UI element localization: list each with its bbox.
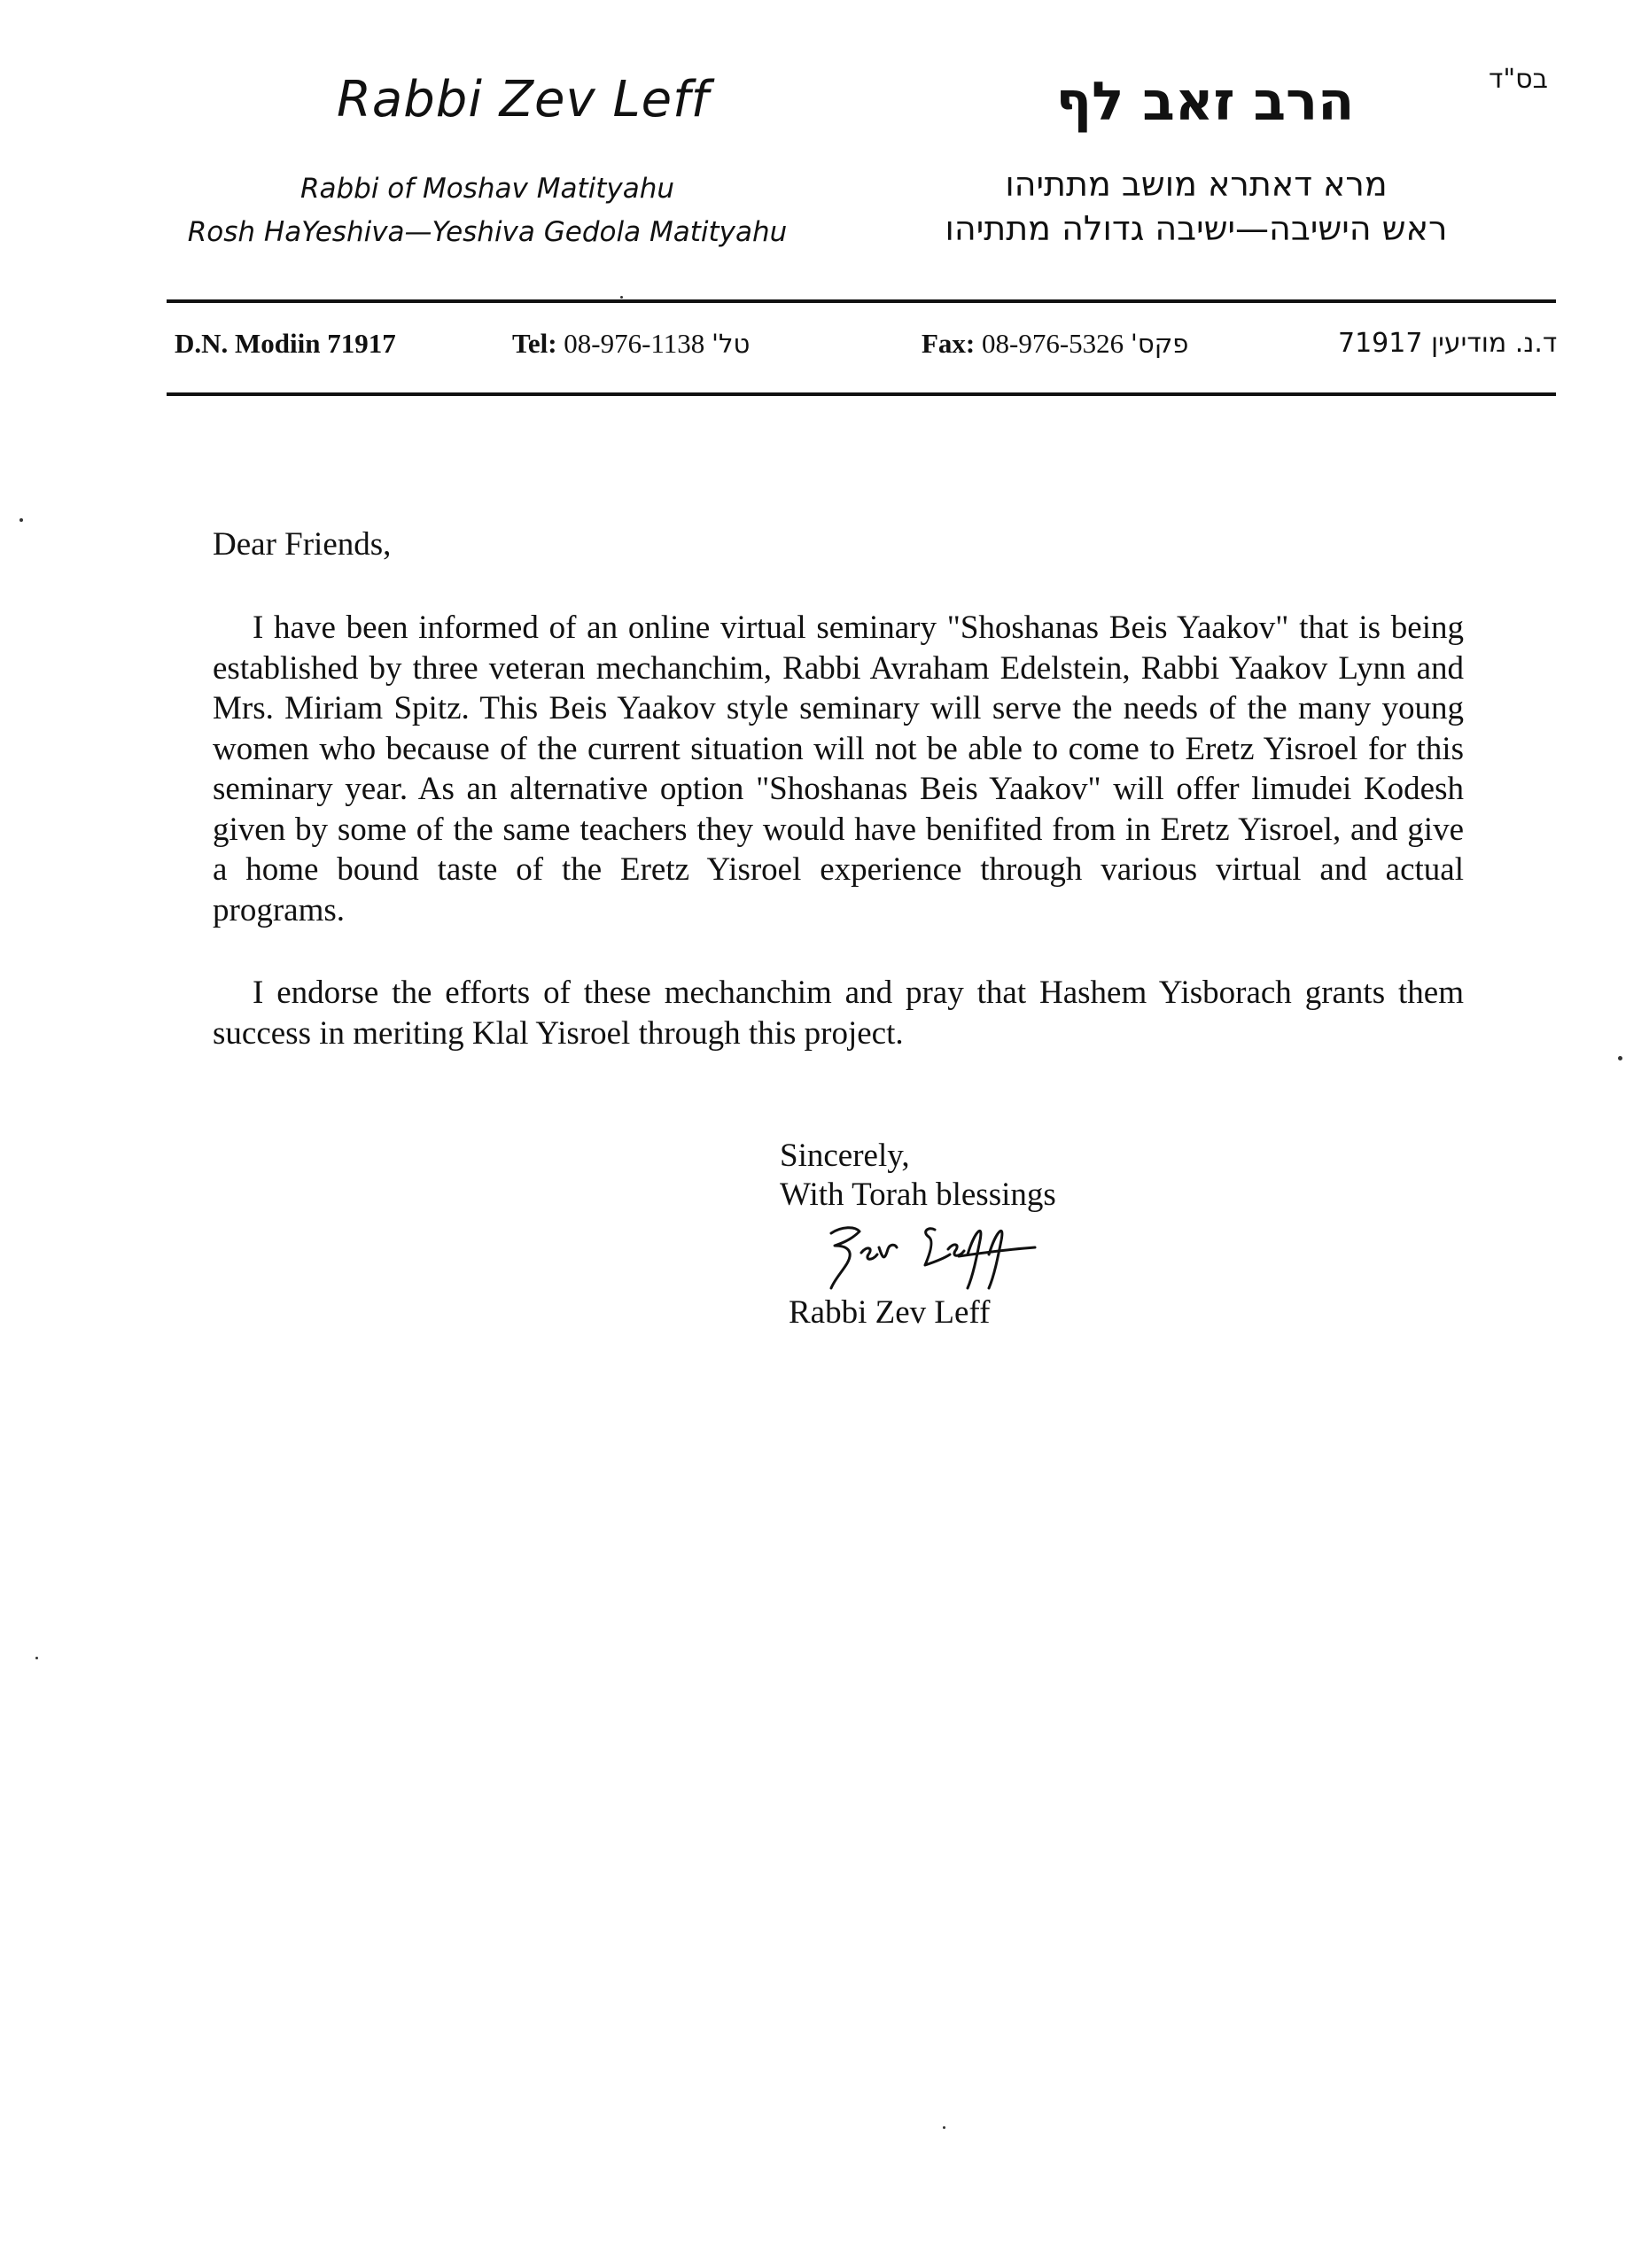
- fax-label: Fax:: [922, 328, 976, 359]
- letter-paragraph-1: I have been informed of an online virtual seminary "Shoshanas Beis Yaakov" that is being established by three veteran mechanchim, Rabbi Avraham Edelstein, Rabbi Yaakov Lynn and Mrs. Miriam Spitz. This Beis Yaakov style seminary will serve the needs of the many young women who because of the current situation will not be able to come to Eretz Yisroel for this seminary year. As an alternative option "Shoshanas Beis Yaakov" will offer limudei Kodesh given by some of the same teachers they would have benifited from in Eretz Yisroel, and give a home bound taste of the Eretz Yisroel experience through various virtual and actual programs.: [213, 610, 1464, 928]
- fax-hebrew-label: פקס': [1130, 329, 1189, 359]
- letterhead-hebrew-corner-mark: בס"ד: [1489, 64, 1548, 95]
- letterhead-top-rule: [167, 299, 1556, 303]
- letterhead-english-name: Rabbi Zev Leff: [337, 71, 710, 128]
- letter-closing-blessing: With Torah blessings: [780, 1177, 1056, 1213]
- contact-hebrew-address: ד.נ. מודיעין 71917: [1338, 328, 1558, 359]
- tel-number: 08-976-1138: [564, 328, 705, 359]
- signer-name: Rabbi Zev Leff: [789, 1294, 991, 1331]
- letterhead-hebrew-name: הרב זאב לף: [1055, 71, 1355, 133]
- fax-number: 08-976-5326: [982, 328, 1124, 359]
- letter-greeting: Dear Friends,: [213, 526, 392, 563]
- letterhead-hebrew-position: ראש הישיבה—ישיבה גדולה מתתיהו: [945, 209, 1448, 248]
- letterhead-hebrew-title: מרא דאתרא מושב מתתיהו: [1005, 165, 1388, 204]
- scan-speck: [35, 1657, 38, 1659]
- scan-speck: [620, 296, 623, 299]
- contact-address: D.N. Modiin 71917: [175, 328, 396, 359]
- tel-label: Tel:: [512, 328, 557, 359]
- scan-speck: [943, 2126, 945, 2129]
- tel-hebrew-label: טל': [712, 329, 751, 359]
- handwritten-signature: [815, 1214, 1046, 1293]
- scan-speck: [1618, 1056, 1622, 1060]
- letterhead-english-title: Rabbi of Moshav Matityahu: [299, 173, 675, 205]
- scan-speck: [19, 518, 23, 522]
- contact-telephone: [512, 328, 750, 360]
- letter-closing: Sincerely,: [780, 1138, 910, 1174]
- contact-fax: [922, 328, 1188, 360]
- letter-paragraph-2: I endorse the efforts of these mechanchim and pray that Hashem Yisborach grants them success in meriting Klal Yisroel through this project.: [213, 975, 1464, 1052]
- letterhead-bottom-rule: [167, 392, 1556, 396]
- letterhead-english-position: Rosh HaYeshiva—Yeshiva Gedola Matityahu: [187, 216, 788, 248]
